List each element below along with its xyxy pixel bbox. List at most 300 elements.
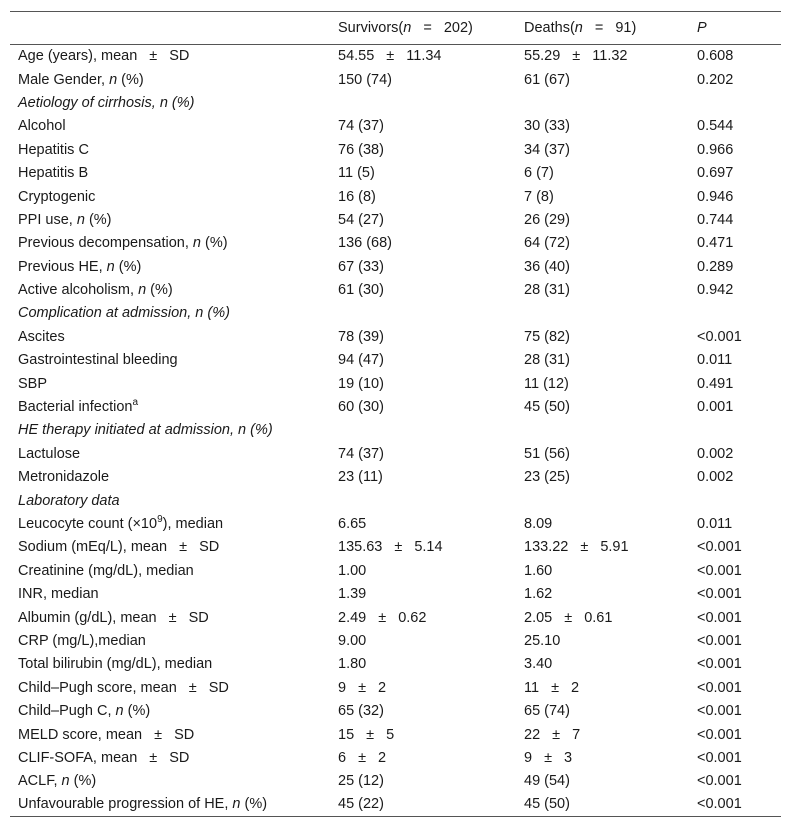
cell-deaths [516,582,689,605]
cell-survivors [330,349,516,372]
cell-survivors [330,255,516,278]
cell-survivors-value: 94 (47) [338,352,384,369]
table-row [10,442,781,465]
row-label [10,536,330,559]
row-label-text: Bacterial infection [18,399,133,416]
row-label-text: Leucocyte count (×10 [18,516,158,532]
cell-survivors [330,325,516,348]
cell-deaths-value: 7 (8) [524,188,554,205]
cell-deaths-value: 49 (54) [524,773,570,790]
header-deaths-count: 91) [615,20,637,36]
row-label-text: CRP (mg/L),median [18,632,146,649]
cell-survivors-value: 54.55 [338,48,375,65]
cell-p-value: <0.001 [697,749,742,766]
table-header [10,12,781,45]
cell-p-value: 0.002 [697,445,734,462]
table-row [10,770,781,793]
table-row [10,466,781,489]
row-label-tail: (%) [146,282,173,299]
row-label-text: Sodium (mEq/L), mean [18,539,168,556]
cell-p-value: <0.001 [697,328,742,345]
row-label [10,208,330,231]
cell-deaths-value: 28 (31) [524,352,570,369]
cell-p-value: <0.001 [697,656,742,673]
cell-survivors [330,653,516,676]
results-table-container [10,11,781,817]
cell-survivors-value: 11 (5) [338,165,375,182]
cell-deaths [516,606,689,629]
row-label-tail: (%) [123,703,151,720]
row-label [10,629,330,652]
row-label-text: Albumin (g/dL), mean [18,609,157,626]
cell-p-value: <0.001 [697,609,742,626]
table-row [10,68,781,91]
section-title: Complication at admission, n (%) [18,305,230,322]
cell-survivors [330,512,516,535]
cell-deaths-value: 22 [524,726,541,743]
section-row [10,91,781,114]
cell-p-value: 0.011 [697,516,733,532]
table-row [10,629,781,652]
cell-deaths [516,68,689,91]
section-row [10,419,781,442]
row-label-text: Total bilirubin (mg/dL), median [18,656,213,673]
table-row [10,699,781,722]
cell-survivors [330,606,516,629]
cell-deaths [516,442,689,465]
cell-deaths [516,372,689,395]
row-label-n: n [61,773,70,790]
row-label-tail: (%) [69,773,97,790]
cell-deaths [516,466,689,489]
row-label [10,232,330,255]
cell-deaths [516,138,689,161]
table-row [10,653,781,676]
row-label-tail: SD [208,679,229,696]
cell-deaths-sd: 5.91 [600,539,629,556]
cell-survivors-value: 150 (74) [338,71,393,88]
cell-survivors [330,559,516,582]
cell-p-value: <0.001 [697,703,742,720]
row-label-text: Previous HE, [18,258,107,275]
cell-survivors-value: 65 (32) [338,703,384,720]
cell-deaths-value: 11 (12) [524,375,569,392]
cell-deaths-pm: ± [564,609,573,626]
cell-deaths-value: 34 (37) [524,141,570,158]
cell-deaths [516,278,689,301]
row-label [10,115,330,138]
table-row [10,746,781,769]
cell-p-value: 0.942 [697,282,734,299]
table-row [10,278,781,301]
row-label-tail: SD [169,48,190,65]
cell-p-value: 0.289 [697,258,734,275]
cell-deaths [516,746,689,769]
cell-p-value: 0.744 [697,211,734,228]
cell-p-value: <0.001 [697,586,742,603]
cell-deaths [516,536,689,559]
cell-survivors-sd: 2 [378,749,387,766]
row-label-text: Ascites [18,328,65,345]
cell-survivors-value: 25 (12) [338,773,384,790]
header-p-symbol: P [697,20,707,36]
cell-survivors [330,723,516,746]
table-row [10,255,781,278]
row-label-tail: SD [174,726,195,743]
row-label-text: Previous decompensation, [18,235,193,252]
row-label-text: Gastrointestinal bleeding [18,352,178,369]
row-label-n: n [76,211,85,228]
cell-survivors [330,466,516,489]
header-p [689,12,781,45]
cell-survivors-pm: ± [386,48,395,65]
cell-survivors-pm: ± [378,609,387,626]
row-label-text: INR, median [18,586,99,603]
cell-deaths-sd: 11.32 [592,48,628,65]
cell-deaths [516,653,689,676]
cell-survivors-value: 1.39 [338,586,367,603]
row-label-tail: SD [199,539,220,556]
cell-survivors-value: 136 (68) [338,235,393,252]
cell-p-value: <0.001 [697,726,742,743]
section-title: Aetiology of cirrhosis, n (%) [18,94,195,111]
row-label-text: Child–Pugh score, mean [18,679,177,696]
cell-survivors-sd: 5.14 [414,539,443,556]
cell-survivors-value: 54 (27) [338,211,384,228]
cell-survivors-pm: ± [358,679,367,696]
row-label [10,466,330,489]
cell-survivors-value: 6 [338,749,347,766]
cell-deaths-pm: ± [552,726,561,743]
cell-survivors-value: 9 [338,679,347,696]
cell-deaths-value: 28 (31) [524,282,570,299]
cell-deaths-value: 25.10 [524,632,561,649]
cell-survivors-value: 19 (10) [338,375,384,392]
cell-survivors [330,629,516,652]
row-label-tail: (%) [117,71,144,88]
cell-survivors-value: 45 (22) [338,796,384,813]
row-label-text: Hepatitis B [18,165,89,182]
cell-p-value: 0.011 [697,352,733,369]
cell-survivors-value: 1.00 [338,562,367,579]
cell-p-value: 0.946 [697,188,734,205]
cell-p-value: <0.001 [697,632,742,649]
row-label [10,185,330,208]
cell-deaths-value: 1.62 [524,586,553,603]
row-label-text: Hepatitis C [18,141,89,158]
table-body [10,45,781,817]
row-label-n: n [192,235,201,252]
cell-p-value: 0.966 [697,141,734,158]
row-label-text: SBP [18,375,48,392]
cell-deaths-value: 64 (72) [524,235,570,252]
row-label-pm: ± [149,749,158,766]
cell-deaths [516,770,689,793]
cell-deaths-value: 26 (29) [524,211,570,228]
cell-survivors [330,278,516,301]
cell-deaths-value: 6 (7) [524,165,554,182]
table-row [10,372,781,395]
header-label [10,12,330,45]
row-label [10,770,330,793]
row-label-n: n [138,282,147,299]
row-label [10,138,330,161]
cell-survivors-sd: 2 [378,679,387,696]
cell-survivors [330,372,516,395]
row-label-text: ACLF, [18,773,62,790]
row-label [10,395,330,418]
row-label [10,68,330,91]
header-deaths-eq: = [594,20,604,36]
cell-p-value: <0.001 [697,773,742,790]
cell-survivors [330,395,516,418]
table-row [10,349,781,372]
cell-p-value: 0.544 [697,118,734,135]
cell-survivors-value: 60 (30) [338,399,384,416]
cell-survivors [330,442,516,465]
table-row [10,232,781,255]
cell-survivors-value: 76 (38) [338,141,384,158]
row-label [10,442,330,465]
cell-deaths [516,208,689,231]
row-label-n: n [115,703,124,720]
cell-deaths-pm: ± [580,539,589,556]
row-label [10,582,330,605]
table-row [10,185,781,208]
cell-p-value: 0.002 [697,469,734,486]
cell-deaths [516,629,689,652]
cell-survivors [330,699,516,722]
row-label-text: Creatinine (mg/dL), median [18,562,194,579]
row-label-tail: (%) [200,235,228,252]
cell-survivors-value: 1.80 [338,656,367,673]
cell-deaths [516,723,689,746]
cell-deaths [516,793,689,816]
cell-survivors-sd: 11.34 [406,48,442,65]
table-row [10,512,781,535]
header-survivors-text: Survivors( [338,20,404,36]
row-label-tail: SD [169,749,190,766]
table-row [10,138,781,161]
row-label [10,793,330,816]
cell-p-value: 0.697 [697,165,734,182]
cell-deaths-value: 45 (50) [524,399,570,416]
cell-deaths [516,559,689,582]
header-deaths-n: n [574,20,583,36]
cell-deaths-value: 65 (74) [524,703,570,720]
table-row [10,582,781,605]
table-row [10,606,781,629]
cell-p-value: 0.471 [697,235,734,252]
row-label [10,746,330,769]
cell-deaths-sd: 7 [572,726,581,743]
row-label [10,606,330,629]
cell-deaths-value: 9 [524,749,533,766]
cell-deaths [516,395,689,418]
cell-deaths-value: 3.40 [524,656,553,673]
cell-survivors [330,208,516,231]
cell-deaths-value: 30 (33) [524,118,570,135]
cell-deaths [516,115,689,138]
row-label-text: PPI use, [18,211,77,228]
row-label-tail: (%) [84,211,112,228]
header-row [10,12,781,45]
cell-deaths-pm: ± [544,749,553,766]
cell-survivors-pm: ± [394,539,403,556]
row-label-text: Lactulose [18,445,81,462]
header-deaths [516,12,689,45]
results-table [10,11,781,817]
table-row [10,676,781,699]
cell-deaths [516,325,689,348]
row-label-text: Unfavourable progression of HE, [18,796,233,813]
cell-p-value: <0.001 [697,796,742,813]
cell-deaths [516,161,689,184]
cell-p-value: <0.001 [697,679,742,696]
cell-deaths [516,232,689,255]
row-label-text: Alcohol [18,118,66,135]
cell-survivors [330,746,516,769]
row-label-n: n [106,258,115,275]
row-label-pm: ± [154,726,163,743]
cell-p-value: 0.001 [697,399,734,416]
cell-survivors [330,185,516,208]
cell-deaths-value: 2.05 [524,609,553,626]
cell-survivors-value: 61 (30) [338,282,384,299]
cell-deaths-value: 61 (67) [524,71,570,88]
row-label [10,161,330,184]
cell-deaths [516,349,689,372]
cell-p-value: <0.001 [697,562,742,579]
table-row [10,395,781,418]
header-survivors-n: n [403,20,412,36]
row-label [10,325,330,348]
cell-survivors-value: 74 (37) [338,118,384,135]
cell-deaths-value: 1.60 [524,562,553,579]
cell-deaths [516,512,689,535]
cell-deaths-sd: 0.61 [584,609,613,626]
cell-survivors-value: 67 (33) [338,258,384,275]
cell-survivors [330,45,516,68]
row-label-tail: (%) [240,796,268,813]
table-row [10,559,781,582]
cell-survivors [330,115,516,138]
table-row [10,793,781,816]
cell-deaths-value: 133.22 [524,539,569,556]
row-label-tail: ), median [162,516,224,532]
cell-survivors [330,161,516,184]
cell-survivors-sd: 0.62 [398,609,427,626]
row-label-pm: ± [188,679,197,696]
table-row [10,45,781,68]
cell-deaths-sd: 3 [564,749,573,766]
table-row [10,723,781,746]
row-label-text: Metronidazole [18,469,110,486]
row-label [10,45,330,68]
cell-p-value: 0.608 [697,48,734,65]
row-label-text: Age (years), mean [18,48,138,65]
row-label [10,723,330,746]
table-row [10,208,781,231]
cell-deaths-value: 45 (50) [524,796,570,813]
cell-deaths [516,699,689,722]
section-title: Laboratory data [18,492,120,509]
cell-survivors-pm: ± [358,749,367,766]
cell-deaths-value: 8.09 [524,516,553,532]
cell-deaths-value: 23 (25) [524,469,570,486]
cell-survivors-value: 74 (37) [338,445,384,462]
cell-survivors [330,536,516,559]
row-label [10,349,330,372]
cell-p-value: <0.001 [697,539,742,556]
cell-survivors [330,582,516,605]
cell-p-value: 0.202 [697,71,734,88]
cell-survivors-value: 2.49 [338,609,367,626]
table-row [10,536,781,559]
row-label-text: MELD score, mean [18,726,143,743]
row-label [10,512,330,535]
row-label-pm: ± [179,539,188,556]
cell-deaths-pm: ± [551,679,560,696]
cell-survivors-value: 9.00 [338,632,367,649]
cell-survivors [330,793,516,816]
cell-deaths [516,676,689,699]
row-label-text: Cryptogenic [18,188,96,205]
row-label [10,255,330,278]
row-label [10,278,330,301]
row-label [10,653,330,676]
cell-deaths [516,185,689,208]
table-row [10,325,781,348]
header-survivors [330,12,516,45]
cell-survivors-value: 16 (8) [338,188,376,205]
row-label-tail: (%) [114,258,142,275]
row-label [10,676,330,699]
row-label-text: Child–Pugh C, [18,703,116,720]
cell-deaths-value: 75 (82) [524,328,570,345]
cell-deaths-value: 55.29 [524,48,561,65]
cell-survivors [330,676,516,699]
cell-deaths [516,45,689,68]
header-deaths-text: Deaths( [524,20,575,36]
cell-survivors [330,770,516,793]
row-label [10,559,330,582]
row-label-pm: ± [149,48,158,65]
cell-deaths-pm: ± [572,48,581,65]
cell-survivors [330,68,516,91]
row-label-tail: SD [188,609,209,626]
cell-deaths-sd: 2 [571,679,580,696]
row-label-sup: a [132,397,139,409]
row-label [10,372,330,395]
header-survivors-eq: = [423,20,432,36]
cell-deaths-value: 11 [524,679,540,696]
table-row [10,161,781,184]
row-label [10,699,330,722]
cell-survivors [330,232,516,255]
section-row [10,302,781,325]
row-label-text: Male Gender, [18,71,110,88]
cell-deaths [516,255,689,278]
cell-survivors-value: 78 (39) [338,328,384,345]
row-label-n: n [109,71,118,88]
cell-survivors-value: 6.65 [338,516,367,532]
cell-survivors-sd: 5 [386,726,395,743]
cell-deaths-value: 36 (40) [524,258,570,275]
section-row [10,489,781,512]
cell-survivors-pm: ± [366,726,375,743]
cell-deaths-value: 51 (56) [524,445,570,462]
